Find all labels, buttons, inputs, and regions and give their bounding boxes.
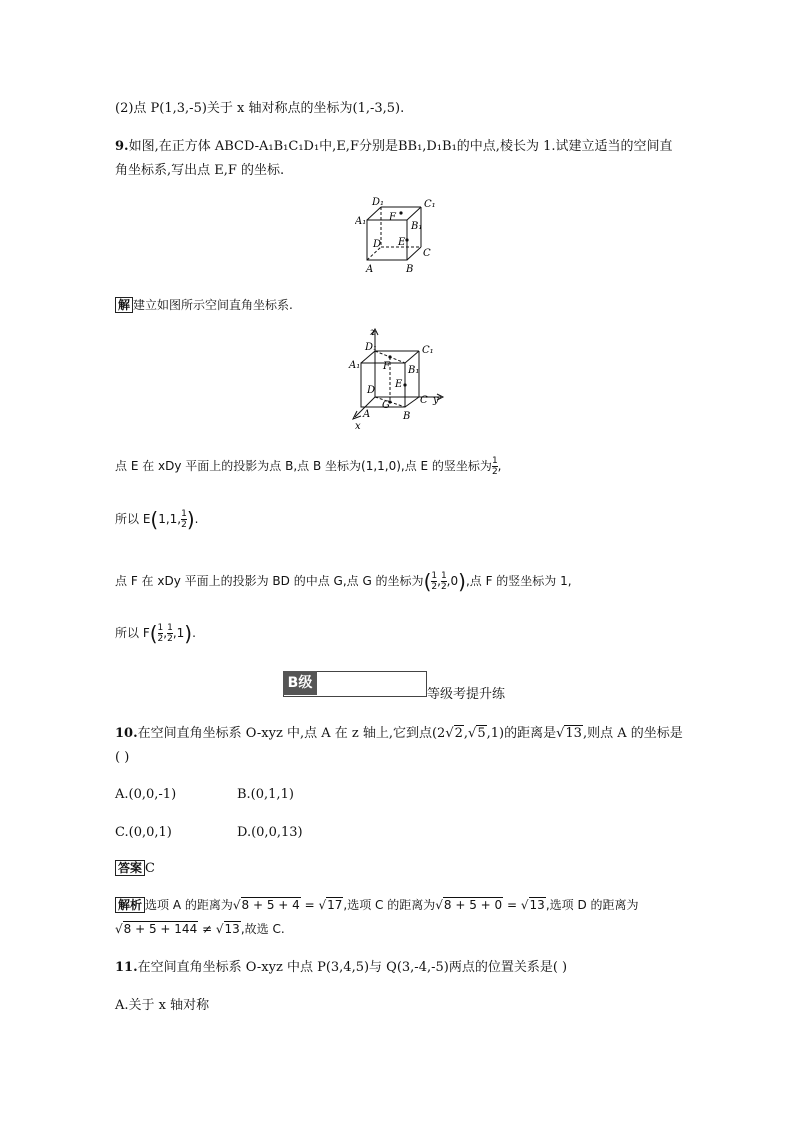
q8-part2-text: (2)点 P(1,3,-5)关于 x 轴对称点的坐标为(1,-3,5).: [115, 101, 405, 116]
label-d1: D₁: [372, 197, 385, 208]
label2-e: E: [395, 379, 403, 390]
q9-solution-line: [115, 296, 293, 314]
label-a1: A₁: [355, 216, 367, 227]
q10-sqrt5: 5: [477, 726, 486, 741]
label2-c: C: [420, 395, 428, 406]
f-projection-text-a: 点 F 在 xDy 平面上的投影为 BD 的中点 G,点 G 的坐标为: [115, 574, 424, 588]
section-label: B级: [283, 671, 317, 695]
e-projection-line: 点 E 在 xDy 平面上的投影为点 B,点 B 坐标为(1,1,0),点 E 的竖坐标为 $\frac{1}{2}$ ,: [115, 456, 502, 477]
label2-a1: A₁: [349, 360, 361, 371]
label-y: y: [433, 395, 439, 406]
label-x: x: [355, 421, 361, 432]
q10-analysis-line2: √8 + 5 + 144 ≠ √13,故选 C.: [115, 922, 285, 936]
label2-d1: D₁: [365, 342, 378, 353]
label2-b1: B₁: [408, 365, 420, 376]
q10-option-b: B.(0,1,1): [237, 787, 294, 802]
point-f: [399, 211, 402, 214]
label-f: F: [389, 212, 396, 223]
q10-line1: 10.在空间直角坐标系 O-xyz 中,点 A 在 z 轴上,它到点(2√2,√5,1)的距离是√13,则点 A 的坐标是: [115, 726, 683, 741]
g-coord-tail: ,0: [446, 574, 459, 588]
q9-text-1: 如图,在正方体 ABCD-A₁B₁C₁D₁中,E,F分别是BB₁,D₁B₁的中点,棱长为 1.试建立适当的空间直: [128, 139, 673, 154]
label-d: D: [373, 239, 382, 250]
answer-tag: 答案: [115, 860, 145, 876]
e-result-inner: 1,1,: [158, 512, 182, 526]
e-fraction: $\frac{1}{2}$: [491, 456, 498, 477]
q10-option-c: C.(0,0,1): [115, 825, 172, 840]
e-result-line: 所以 E(1,1, $\frac{1}{2}$ ).: [115, 507, 199, 532]
q11-text: 在空间直角坐标系 O-xyz 中点 P(3,4,5)与 Q(3,-4,-5)两点的位置关系是( ): [137, 960, 568, 975]
label2-g: G: [382, 400, 390, 411]
q11-option-a: A.关于 x 轴对称: [115, 998, 210, 1013]
label-a: A: [366, 264, 374, 275]
q10-answer-line: [115, 860, 155, 878]
q10-text-b: ,1)的距离是: [486, 726, 557, 741]
label-e: E: [398, 237, 406, 248]
q9-line1: [115, 138, 672, 156]
q9-number: 9.: [115, 139, 129, 154]
q10-analysis-line1: 解析 选项 A 的距离为√8 + 5 + 4 = √17,选项 C 的距离为√8 + 5 + 0 = √13,选项 D 的距离为: [115, 896, 639, 914]
label2-c1: C₁: [422, 345, 434, 356]
f-result-prefix: 所以 F: [115, 626, 150, 640]
q10-sqrt13: 13: [565, 726, 582, 741]
label-b: B: [406, 264, 414, 275]
cube-figure-2: [345, 325, 450, 433]
label2-a: A: [363, 409, 371, 420]
label-c: C: [423, 248, 431, 259]
q10-option-a: A.(0,0,-1): [115, 787, 177, 802]
label2-b: B: [403, 411, 411, 422]
cube-figure-1: [355, 195, 445, 280]
analysis-tag: 解析: [115, 897, 145, 913]
f-projection-text-b: ,点 F 的竖坐标为 1,: [465, 574, 572, 588]
q10-sep: ,: [463, 726, 469, 741]
point-e-2: [403, 383, 406, 386]
label-z: z: [370, 327, 376, 338]
q10-sqrt2: 2: [454, 726, 463, 741]
q11-line: [115, 959, 567, 977]
solution-text: 建立如图所示空间直角坐标系.: [133, 298, 293, 312]
point-e: [405, 238, 408, 241]
q11-number: 11.: [115, 960, 138, 975]
f-projection-line: 点 F 在 xDy 平面上的投影为 BD 的中点 G,点 G 的坐标为( $\frac{1}{2}$ , $\frac{1}{2}$ ,0),点 F 的竖坐标为 1,: [115, 569, 572, 594]
solution-tag: 解: [115, 297, 133, 313]
q10-paren: ( ): [115, 750, 130, 765]
label2-d: D: [367, 385, 376, 396]
point-f-2: [388, 355, 391, 358]
label-b1: B₁: [411, 221, 423, 232]
e-result-prefix: 所以 E: [115, 512, 151, 526]
q10-text-a: 在空间直角坐标系 O-xyz 中,点 A 在 z 轴上,它到点(2: [137, 726, 446, 741]
section-title: 等级考提升练: [427, 687, 506, 702]
f-result-tail: ,1: [172, 626, 185, 640]
f-result-line: 所以 F( $\frac{1}{2}$ , $\frac{1}{2}$ ,1).: [115, 621, 196, 646]
e-projection-text: 点 E 在 xDy 平面上的投影为点 B,点 B 坐标为(1,1,0),点 E 的竖坐标为: [115, 459, 492, 473]
q10-answer: C: [145, 861, 155, 876]
label2-f: F: [383, 361, 390, 372]
q10-number: 10.: [115, 726, 138, 741]
label-c1: C₁: [424, 199, 436, 210]
q10-text-c: ,则点 A 的坐标是: [582, 726, 683, 741]
q10-option-d: D.(0,0,13): [237, 825, 303, 840]
q9-line2: 角坐标系,写出点 E,F 的坐标.: [115, 163, 285, 178]
